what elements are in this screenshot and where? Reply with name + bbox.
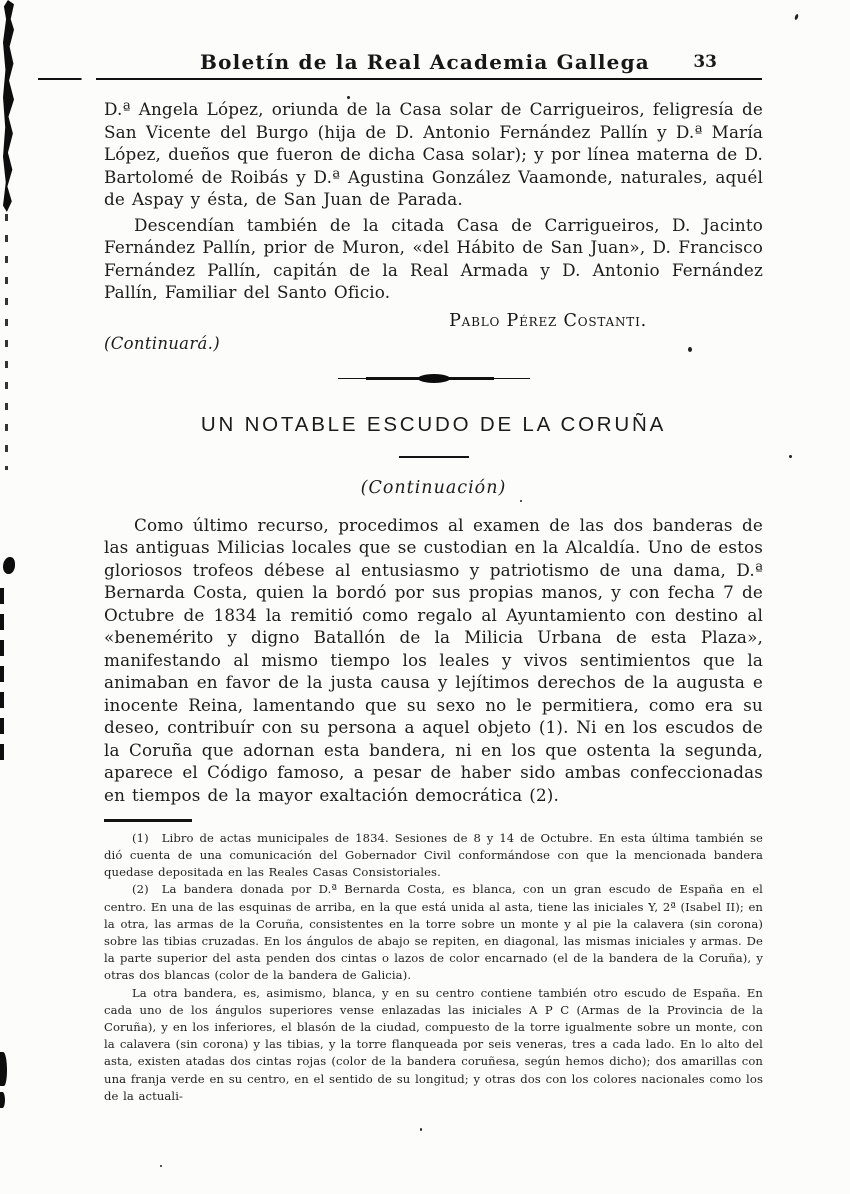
scan-artifact-blob xyxy=(0,1052,7,1086)
scan-speck xyxy=(688,347,692,352)
scan-speck xyxy=(794,14,799,21)
previous-article-paragraph-2: Descendían también de la citada Casa de Carrigueiros, D. Jacinto Fernández Pallín, prior de Muron, «del Hábito de San Juan», D. Francisco Fernández Pallín, capitán de la Real Armada y D. Antonio Fernández Pallín, Familiar del Santo Oficio. xyxy=(104,214,763,302)
scan-artifact-dashed-line xyxy=(0,588,4,760)
scan-artifact-blob xyxy=(0,1092,5,1108)
scan-speck xyxy=(520,500,522,502)
header-rule xyxy=(38,78,762,80)
scan-speck xyxy=(789,455,792,458)
scan-speck xyxy=(160,1165,162,1167)
page-number: 33 xyxy=(693,52,717,72)
article-paragraph-1: Como último recurso, procedimos al examen de las dos banderas de las antiguas Milicias locales que se custodian en la Alcaldía. Uno de estos gloriosos trofeos débese al entusiasmo y patriotismo de una dama, D.ª Bernarda Costa, quien la bordó por sus propias manos, y con fecha 7 de Octubre de 1834 la remitió como regalo al Ayuntamiento con destino al «benemérito y digno Batallón de la Milicia Urbana de esta Plaza», manifestando al mismo tiempo los leales y vivos sentimientos que la animaban en favor de la justa causa y lejítimos derechos de la augusta e inocente Reina, lamentando que su sexo no le permitiera, como era su deseo, contribuír con su persona a aquel objeto (1). Ni en los escudos de la Coruña que adornan esta bandera, ni en los que ostenta la segunda, aparece el Código famoso, a pesar de haber sido ambas confeccionadas en tiempos de la mayor exaltación democrática (2). xyxy=(104,514,763,805)
scan-speck xyxy=(420,1128,422,1131)
footnote-1 xyxy=(104,830,763,882)
author-signature: Pablo Pérez Costanti. xyxy=(449,310,647,331)
scan-artifact-dashed-line xyxy=(5,214,8,470)
article-title: UN NOTABLE ESCUDO DE LA CORUÑA xyxy=(200,412,667,436)
divider-lens-icon xyxy=(418,374,450,383)
footnote-2 xyxy=(104,881,763,984)
previous-article-paragraph-1: D.ª Angela López, oriunda de la Casa solar de Carrigueiros, feligresía de San Vicente del Burgo (hija de D. Antonio Fernández Pallín y D.ª María López, dueños que fueron de dicha Casa solar); y por línea materna de D. Bartolomé de Roibás y D.ª Agustina González Vaamonde, naturales, aquél de Aspay y ésta, de San Juan de Parada. xyxy=(104,99,763,209)
footnote-1-marker: (1) xyxy=(132,830,149,845)
footnote-2-marker: (2) xyxy=(132,882,149,897)
scan-artifact-blob xyxy=(3,557,15,574)
article-subtitle: (Continuación) xyxy=(360,477,507,498)
journal-masthead: Boletín de la Real Academia Gallega xyxy=(200,50,650,74)
footnote-2-continued: La otra bandera, es, asimismo, blanca, y en su centro contiene también otro escudo de España. En cada uno de los ángulos superiores vense enlazadas las iniciales A P C (Armas de la Provincia de la Coruña), y en los inferiores, el blasón de la ciudad, compuesto de la torre igualmente sobre un monte, con la calavera (sin corona) y las tibias, y la torre flanqueada por seis veneras, tres a cada lado. En lo alto del asta, existen atadas dos cintas rojas (color de la bandera coruñesa, según hemos dicho); dos amarillas con una franja verde en su centro, en el sentido de su longitud; y otras dos con los colores nacionales como los de la actuali- xyxy=(104,985,763,1103)
footnote-2-text: La bandera donada por D.ª Bernarda Costa, es blanca, con un gran escudo de España en el centro. En una de las esquinas de arriba, en la que está unida al asta, tiene las iniciales Y, 2ª (Isabel II); en la otra, las armas de la Coruña, consistentes en la torre sobre un monte y al pie la calavera (sin corona) sobre las tibias cruzadas. En los ángulos de abajo se repiten, en diagonal, las mismas iniciales y armas. De la parte superior del asta penden dos cintas o lazos de color encarnado (el de la bandera de la Coruña), y otras dos blancas (color de la bandera de Galicia). xyxy=(104,882,763,983)
continuation-note: (Continuará.) xyxy=(104,333,220,353)
title-rule xyxy=(399,456,469,458)
scan-artifact-binding-strip xyxy=(3,0,14,212)
footnotes-block xyxy=(104,830,763,1105)
section-divider-ornament xyxy=(338,374,530,383)
page-header xyxy=(0,50,850,78)
footnote-1-text: Libro de actas municipales de 1834. Sesiones de 8 y 14 de Octubre. En esta última también se dió cuenta de una comunicación del Gobernador Civil conformándose con que la mencionada bandera quedase depositada en las Reales Casas Consistoriales. xyxy=(104,830,763,880)
scan-speck xyxy=(347,96,350,99)
text-column xyxy=(104,98,763,1105)
footnote-separator-rule xyxy=(104,819,192,822)
